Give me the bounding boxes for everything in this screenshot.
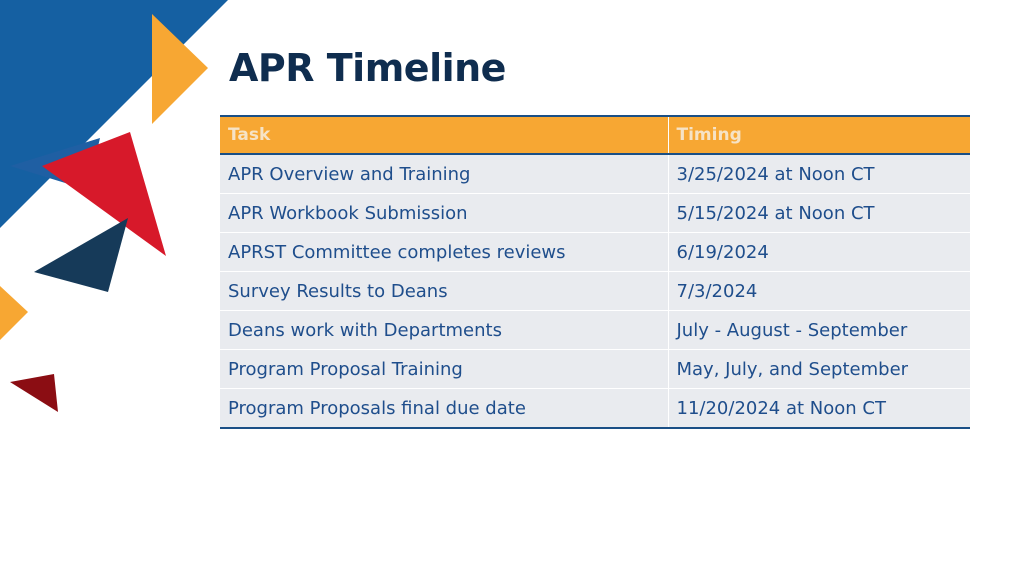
timing-cell: 11/20/2024 at Noon CT <box>668 389 970 429</box>
table-row <box>220 350 970 389</box>
table-row <box>220 389 970 429</box>
task-cell: Program Proposals final due date <box>220 389 668 429</box>
timing-cell: July - August - September <box>668 311 970 350</box>
page-title: APR Timeline <box>229 46 506 90</box>
table-row <box>220 154 970 194</box>
orange-triangle-left <box>0 286 28 340</box>
timing-cell: May, July, and September <box>668 350 970 389</box>
table-row <box>220 311 970 350</box>
task-cell: Survey Results to Deans <box>220 272 668 311</box>
timing-cell: 5/15/2024 at Noon CT <box>668 194 970 233</box>
timeline-table <box>220 115 970 429</box>
timing-cell: 6/19/2024 <box>668 233 970 272</box>
task-cell: Deans work with Departments <box>220 311 668 350</box>
maroon-triangle <box>10 374 58 412</box>
task-cell: APRST Committee completes reviews <box>220 233 668 272</box>
task-cell: APR Workbook Submission <box>220 194 668 233</box>
task-cell: APR Overview and Training <box>220 154 668 194</box>
header-task: Task <box>220 116 668 154</box>
table-row <box>220 194 970 233</box>
navy-triangle <box>34 218 128 292</box>
timing-cell: 7/3/2024 <box>668 272 970 311</box>
timing-cell: 3/25/2024 at Noon CT <box>668 154 970 194</box>
table-header-row <box>220 116 970 154</box>
task-cell: Program Proposal Training <box>220 350 668 389</box>
header-timing: Timing <box>668 116 970 154</box>
table-row <box>220 233 970 272</box>
table-row <box>220 272 970 311</box>
